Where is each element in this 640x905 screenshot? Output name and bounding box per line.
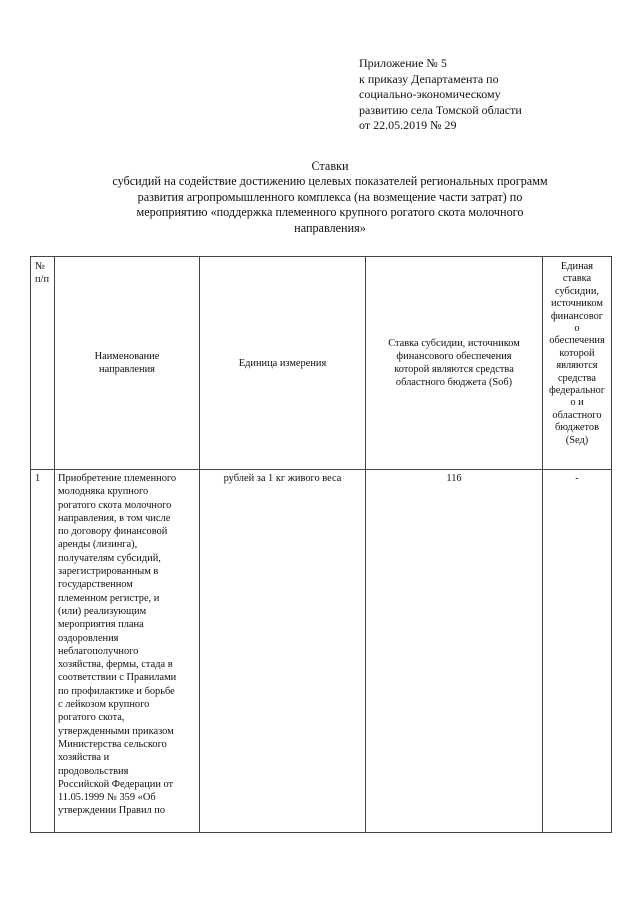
appendix-line: от 22.05.2019 № 29 <box>359 118 457 132</box>
row-name-line: получателям субсидий, <box>58 552 161 564</box>
header-combined-rate-text: бюджетов <box>555 422 599 434</box>
header-combined-rate-text: источником <box>551 298 603 310</box>
header-regional-rate-text: областного бюджета (Sоб) <box>395 377 513 388</box>
row-name-line: племенном регистре, и <box>58 592 160 604</box>
appendix-line: Приложение № 5 <box>359 56 447 70</box>
row-num: 1 <box>35 473 41 484</box>
row-name-line: по договору финансовой <box>58 526 168 538</box>
header-name-text: Наименование <box>94 351 160 362</box>
header-combined-rate-text: обеспечения <box>549 335 605 347</box>
header-name-text: направления <box>99 364 155 375</box>
header-combined-rate-text: средства <box>557 372 597 384</box>
title-line: субсидий на содействие достижению целевых показателей региональных программ <box>112 174 548 189</box>
row-num-cell <box>31 470 55 833</box>
appendix-header <box>359 56 619 134</box>
row-regional-rate-cell <box>366 470 543 833</box>
title-line: направления» <box>294 220 366 235</box>
row-name-line: мероприятия плана <box>58 619 144 631</box>
row-name-line: государственном <box>58 579 133 591</box>
header-combined-rate-text: финансовог <box>550 310 604 322</box>
title-line: развития агропромышленного комплекса (на возмещение части затрат) по <box>137 189 523 204</box>
row-regional-rate: 116 <box>446 473 462 484</box>
row-combined-rate-cell <box>543 470 612 833</box>
row-name-line: неблагополучного <box>58 645 139 657</box>
row-name-line: Российской Федерации от <box>58 778 174 790</box>
header-combined-rate-text: (Sед) <box>565 434 589 446</box>
row-name-cell <box>55 470 200 833</box>
row-name-line: с лейкозом крупного <box>58 699 150 711</box>
header-num-cell <box>31 257 55 470</box>
document-title <box>50 159 610 236</box>
header-combined-rate-text: ставка <box>562 273 592 285</box>
appendix-line: развитию села Томской области <box>359 102 522 117</box>
rates-table <box>30 256 612 833</box>
row-name-line: рогатого скота, <box>58 712 125 724</box>
header-combined-rate-text: о и <box>570 397 584 409</box>
row-name-line: Приобретение племенного <box>58 473 177 484</box>
row-unit: рублей за 1 кг живого веса <box>223 473 342 484</box>
title-line: мероприятию «поддержка племенного крупного рогатого скота молочного <box>136 205 524 220</box>
header-regional-rate-cell <box>366 257 543 470</box>
row-name-line: по профилактике и борьбе <box>58 685 175 697</box>
header-combined-rate-cell <box>543 257 612 470</box>
header-num-text: п/п <box>35 273 50 285</box>
header-unit-cell <box>200 257 366 470</box>
header-regional-rate-text: которой являются средства <box>394 364 514 375</box>
table-header-row <box>31 257 612 470</box>
row-name-line: соответствии с Правилами <box>58 672 177 684</box>
row-unit-cell <box>200 470 366 833</box>
row-name-line: аренды (лизинга), <box>58 539 138 551</box>
header-regional-rate-text: финансового обеспечения <box>396 351 512 362</box>
row-name-line: продовольствия <box>58 765 129 777</box>
header-combined-rate-text: федеральног <box>549 385 605 397</box>
row-combined-rate: - <box>575 473 579 484</box>
title-line: Ставки <box>311 159 349 173</box>
row-name-line: рогатого скота молочного <box>58 499 172 511</box>
header-unit-text: Единица измерения <box>238 357 327 369</box>
header-name-cell <box>55 257 200 470</box>
row-name-line: хозяйства, фермы, стада в <box>58 659 173 671</box>
row-name-line: оздоровления <box>58 632 119 644</box>
header-combined-rate-text: областного <box>552 409 602 421</box>
appendix-line: социально-экономическому <box>359 87 501 101</box>
row-name-line: утверждении Правил по <box>58 805 166 817</box>
row-name-line: утвержденными приказом <box>58 725 174 737</box>
row-name-line: направления, в том числе <box>58 512 171 524</box>
row-name-line: молодняка крупного <box>58 486 149 498</box>
header-regional-rate-text: Ставка субсидии, источником <box>388 338 520 349</box>
row-name-line: Министерства сельского <box>58 738 167 750</box>
row-name-line: 11.05.1999 № 359 «Об <box>58 792 156 804</box>
header-combined-rate-text: являются <box>556 360 598 372</box>
row-name-line: хозяйства и <box>58 752 110 764</box>
header-num-text: № <box>35 261 45 272</box>
header-combined-rate-text: которой <box>559 347 595 359</box>
row-name <box>55 470 199 818</box>
header-combined-rate-text: Единая <box>560 261 594 272</box>
header-combined-rate-text: о <box>574 323 580 335</box>
row-name-line: (или) реализующим <box>58 605 147 617</box>
table-row <box>31 470 612 833</box>
appendix-line: к приказу Департамента по <box>359 71 499 86</box>
header-combined-rate-text: субсидии, <box>555 285 599 297</box>
row-name-line: зарегистрированным в <box>58 566 159 578</box>
